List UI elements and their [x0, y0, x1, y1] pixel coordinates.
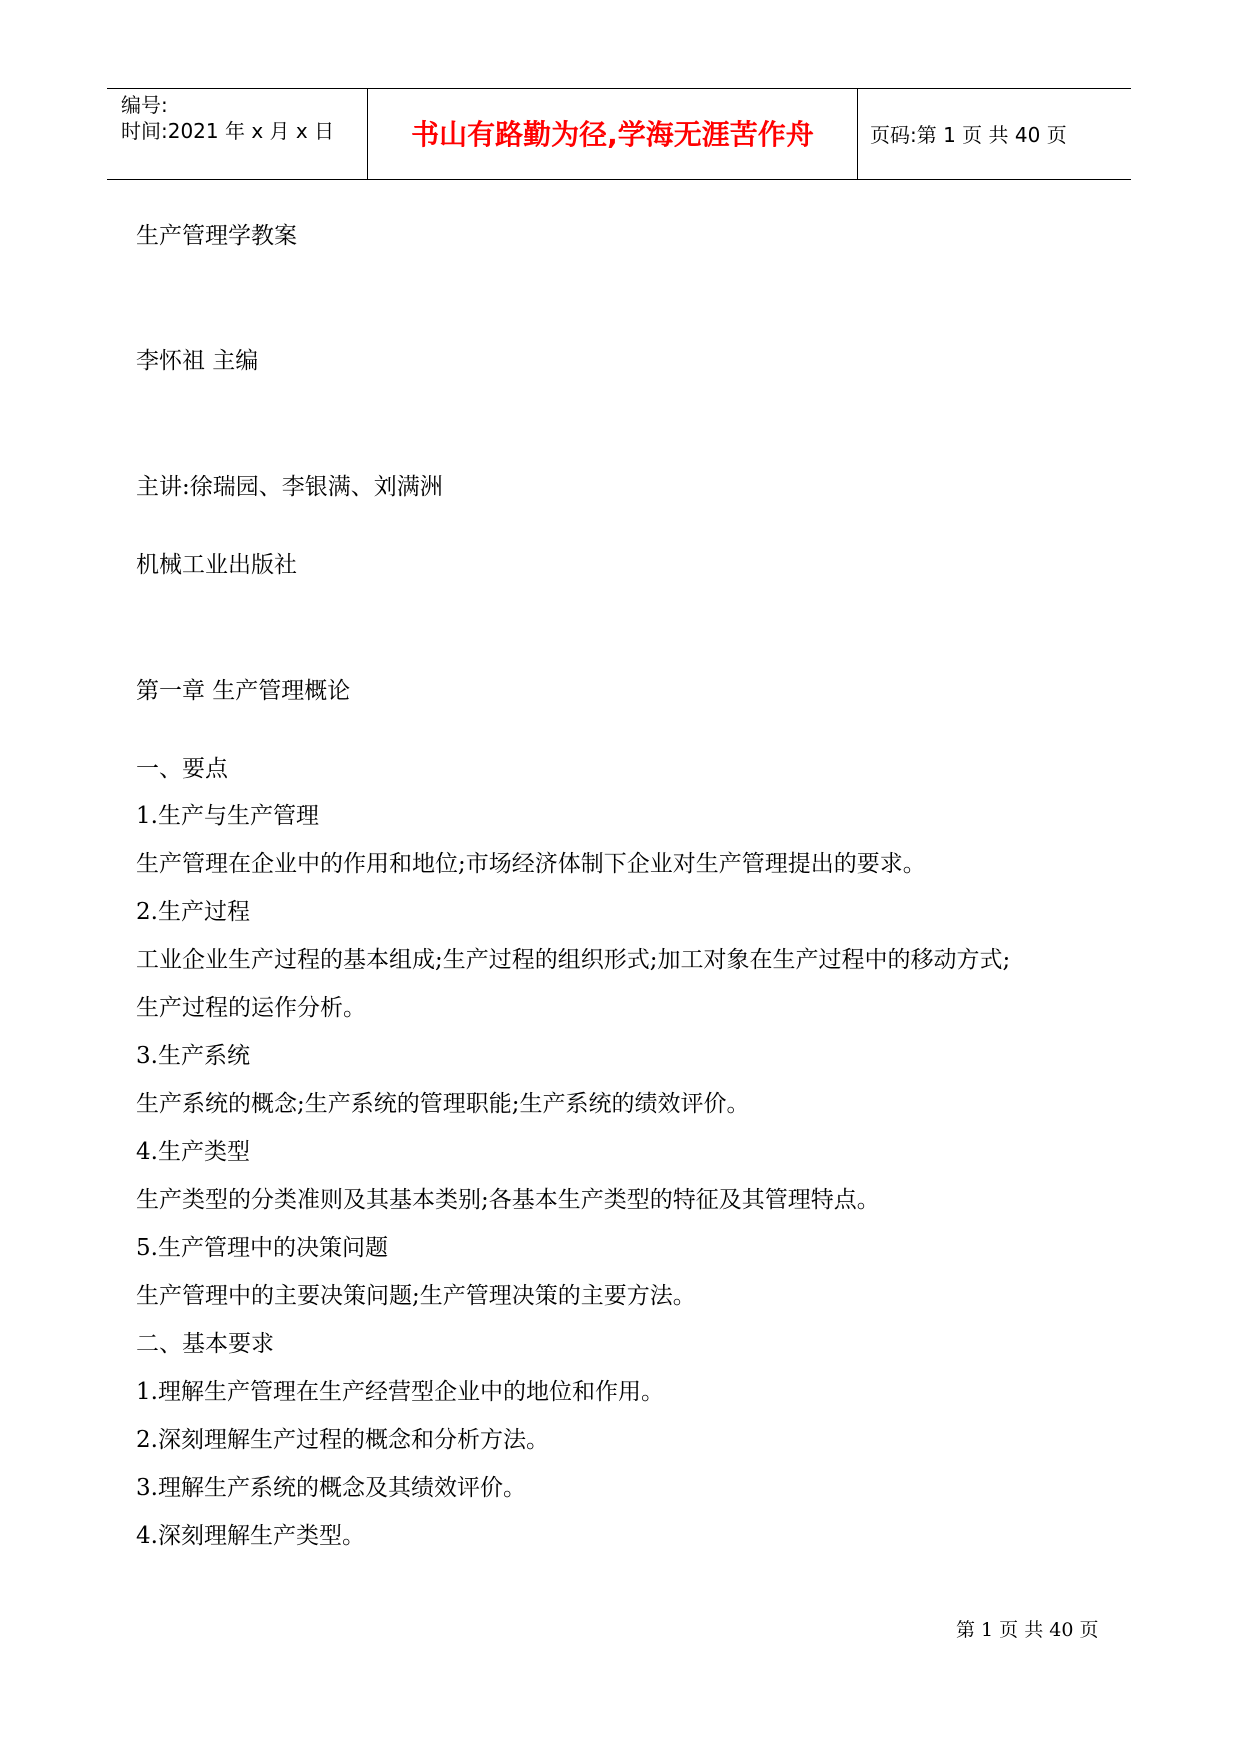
requirement-2: 2.深刻理解生产过程的概念和分析方法。 [136, 1427, 549, 1453]
editor-line: 李怀祖 主编 [136, 348, 259, 374]
item-5-body: 生产管理中的主要决策问题;生产管理决策的主要方法。 [136, 1283, 696, 1309]
number-label: 编号: [121, 93, 168, 117]
item-4-heading: 4.生产类型 [136, 1139, 250, 1165]
page-header [107, 88, 1131, 180]
item-2-body-line-1: 工业企业生产过程的基本组成;生产过程的组织形式;加工对象在生产过程中的移动方式; [136, 947, 1011, 973]
header-left-cell [107, 89, 368, 179]
publisher-line: 机械工业出版社 [136, 552, 297, 578]
section-heading-key-points: 一、要点 [136, 756, 228, 782]
requirement-3: 3.理解生产系统的概念及其绩效评价。 [136, 1475, 526, 1501]
item-3-body: 生产系统的概念;生产系统的管理职能;生产系统的绩效评价。 [136, 1091, 750, 1117]
item-4-body: 生产类型的分类准则及其基本类别;各基本生产类型的特征及其管理特点。 [136, 1187, 880, 1213]
item-1-heading: 1.生产与生产管理 [136, 803, 319, 829]
requirement-4: 4.深刻理解生产类型。 [136, 1523, 365, 1549]
page-footer-number: 第 1 页 共 40 页 [956, 1619, 1099, 1641]
section-heading-basic-requirements: 二、基本要求 [136, 1331, 274, 1357]
item-1-body: 生产管理在企业中的作用和地位;市场经济体制下企业对生产管理提出的要求。 [136, 851, 926, 877]
item-2-body-line-2: 生产过程的运作分析。 [136, 995, 366, 1021]
header-right-cell [858, 89, 1131, 179]
chapter-heading: 第一章 生产管理概论 [136, 678, 351, 704]
item-2-heading: 2.生产过程 [136, 899, 250, 925]
header-middle-cell [368, 89, 858, 179]
header-motto: 书山有路勤为径,学海无涯苦作舟 [411, 118, 814, 151]
lecturers-line: 主讲:徐瑞园、李银满、刘满洲 [136, 474, 443, 500]
item-3-heading: 3.生产系统 [136, 1043, 250, 1069]
item-5-heading: 5.生产管理中的决策问题 [136, 1235, 388, 1261]
requirement-1: 1.理解生产管理在生产经营型企业中的地位和作用。 [136, 1379, 664, 1405]
document-title: 生产管理学教案 [136, 223, 297, 249]
time-label: 时间:2021 年 x 月 x 日 [121, 119, 335, 143]
header-page-info: 页码:第 1 页 共 40 页 [870, 123, 1067, 147]
